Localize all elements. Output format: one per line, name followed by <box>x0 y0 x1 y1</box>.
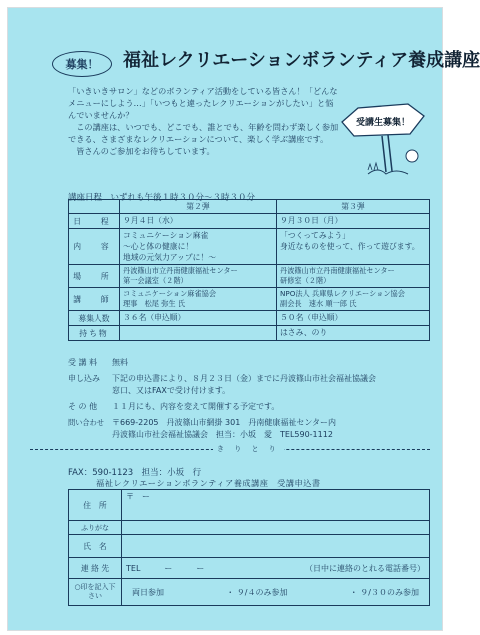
recruit-badge: 募集！ <box>52 51 112 77</box>
contact-note: （日中に連絡のとれる電話番号） <box>305 563 425 573</box>
table-row <box>69 311 430 326</box>
header-cell: 第３弾 <box>277 200 430 214</box>
table-row <box>69 214 430 229</box>
contact-value: TEL ー ー <box>126 563 205 573</box>
info-value: 下記の申込書により、８月２３日（金）までに丹波篠山市社会福祉協議会 窓口、又はFAXで受け付けます。 <box>112 374 376 395</box>
page-title: 福祉レクリエーションボランティア養成講座 <box>123 50 480 71</box>
option-sep-4[interactable]: ・ ９/４のみ参加 <box>226 587 288 597</box>
contact-label: 連 絡 先 <box>69 558 122 579</box>
cell-session-2 <box>120 326 277 341</box>
row-label: 場 所 <box>69 265 120 288</box>
info-key: 問い合わせ <box>68 418 104 427</box>
cell-session-2: コミュニケーション麻雀 ～心と体の健康に！ 地域の元気力アップに！～ <box>120 229 277 265</box>
info-value: 無料 <box>112 358 128 367</box>
info-row <box>68 417 433 441</box>
application-form <box>68 489 430 606</box>
info-key: 申し込み <box>68 374 100 383</box>
form-row-contact <box>69 558 430 579</box>
contact-field[interactable] <box>122 558 430 579</box>
cell-session-2: ９月４日（水） <box>120 214 277 229</box>
table-row <box>69 229 430 265</box>
cell-session-3: ５０名（申込順） <box>277 311 430 326</box>
row-label: 日 程 <box>69 214 120 229</box>
table-row <box>69 326 430 341</box>
sign-text: 受講生募集！ <box>355 118 411 128</box>
name-field[interactable] <box>122 535 430 558</box>
option-sep-30[interactable]: ・ ９/３０のみ参加 <box>349 587 419 597</box>
furigana-label: ふりがな <box>69 521 122 535</box>
form-row-furigana <box>69 521 430 535</box>
course-table <box>68 199 430 341</box>
cell-session-3: ９月３０日（月） <box>277 214 430 229</box>
form-title: 福祉レクリエーションボランティア養成講座 受講申込書 <box>96 478 321 488</box>
intro-paragraph-1: 「いきいきサロン」などのボランティア活動をしている皆さん！「どんなメニューにしよう…」「いつもと違ったレクリエーションがしたい」と悩んでいませんか？ <box>68 86 338 121</box>
intro-paragraph-2: この講座は、いつでも、どこでも、誰とでも、年齢を問わず楽しく参加できる、さまざまなレクリエーションについて、楽しく学ぶ講座です。 <box>68 122 339 145</box>
mark-label: ○印を記入下さい <box>69 579 122 606</box>
signboard-illustration <box>338 100 428 180</box>
cell-session-2: ３６名（申込順） <box>120 311 277 326</box>
info-row <box>68 373 433 397</box>
intro-text <box>68 85 340 158</box>
info-section <box>68 357 433 441</box>
cell-session-3: 丹波篠山市立丹南健康福祉センター 研修室（２階） <box>277 265 430 288</box>
header-cell: 第２弾 <box>120 200 277 214</box>
form-row-options <box>69 579 430 606</box>
address-label: 住 所 <box>69 490 122 521</box>
cut-label: き り と り <box>213 444 284 454</box>
info-key: そ の 他 <box>68 402 98 411</box>
cell-session-3: はさみ、のり <box>277 326 430 341</box>
row-label: 持ち物 <box>69 326 120 341</box>
option-both-days[interactable]: 両日参加 <box>132 587 164 597</box>
address-field[interactable]: 〒 ー <box>122 490 430 521</box>
options-field <box>122 579 430 606</box>
form-row-address <box>69 490 430 521</box>
info-value: １１月にも、内容を変えて開催する予定です。 <box>112 402 280 411</box>
row-label: 講 師 <box>69 288 120 311</box>
info-row <box>68 401 433 413</box>
table-row <box>69 265 430 288</box>
table-row <box>69 288 430 311</box>
info-value: 〒669-2205 丹波篠山市網掛 301 丹南健康福祉センター内 丹波篠山市社会福祉協議会 担当：小坂 愛 TEL590-1112 <box>112 418 337 439</box>
schedule-line: 講座日程 いずれも午後１時３０分～３時３０分 <box>68 193 256 203</box>
row-label: 募集人数 <box>69 311 120 326</box>
name-label: 氏 名 <box>69 535 122 558</box>
cell-session-3: 「つくってみよう」 身近なものを使って、作って遊びます。 <box>277 229 430 265</box>
furigana-field[interactable] <box>122 521 430 535</box>
flyer-page <box>7 7 480 631</box>
intro-paragraph-3: 皆さんのご参加をお待ちしています。 <box>76 146 215 157</box>
row-label: 内 容 <box>69 229 120 265</box>
info-row <box>68 357 433 369</box>
cell-session-2: 丹波篠山市立丹南健康福祉センター 第一会議室（２階） <box>120 265 277 288</box>
cell-session-2: コミュニケーション麻雀協会 理事 松尾 弥生 氏 <box>120 288 277 311</box>
fax-line: FAX：590-1123 担当：小坂 行 <box>68 468 202 478</box>
info-key: 受 講 料 <box>68 358 98 367</box>
header-cell <box>69 200 120 214</box>
form-row-name <box>69 535 430 558</box>
cell-session-3: NPO法人 兵庫県レクリエーション協会 副会長 速水 順一郎 氏 <box>277 288 430 311</box>
course-table-header <box>69 200 430 214</box>
